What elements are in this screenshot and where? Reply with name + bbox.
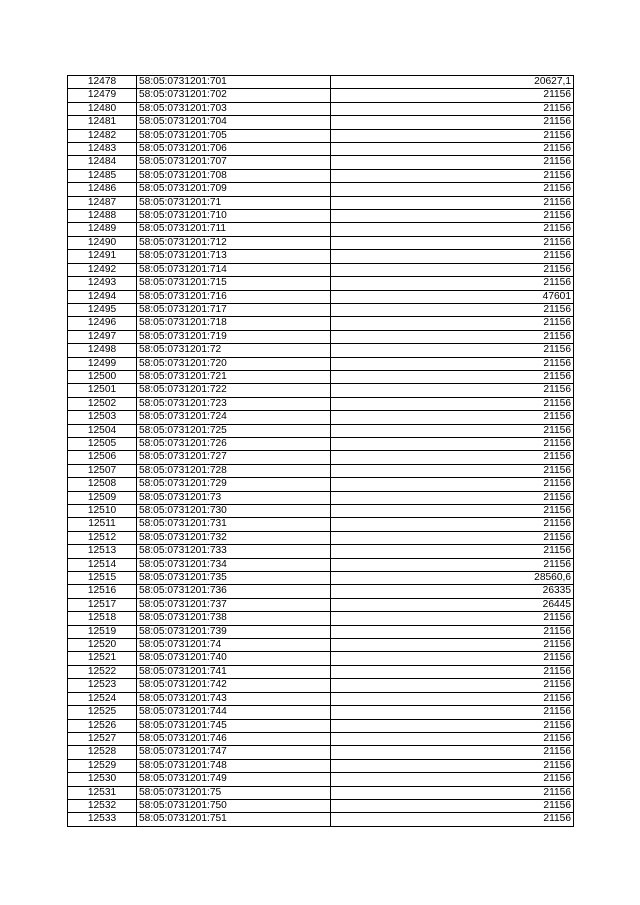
row-number-cell: 12515 (68, 572, 137, 585)
row-number-cell: 12518 (68, 612, 137, 625)
value-cell: 21156 (331, 505, 574, 518)
row-number-cell: 12524 (68, 692, 137, 705)
table-row (68, 505, 574, 518)
table-row (68, 370, 574, 383)
row-number-cell: 12489 (68, 223, 137, 236)
value-cell: 26445 (331, 598, 574, 611)
table-row (68, 143, 574, 156)
row-number-cell: 12513 (68, 545, 137, 558)
table-row (68, 89, 574, 102)
table-row (68, 746, 574, 759)
table-row (68, 625, 574, 638)
value-cell: 21156 (331, 236, 574, 249)
row-number-cell: 12509 (68, 491, 137, 504)
value-cell: 26335 (331, 585, 574, 598)
table-row (68, 344, 574, 357)
cadastral-number-cell: 58:05:0731201:716 (137, 290, 331, 303)
table-row (68, 639, 574, 652)
cadastral-number-cell: 58:05:0731201:708 (137, 169, 331, 182)
cadastral-number-cell: 58:05:0731201:718 (137, 317, 331, 330)
row-number-cell: 12510 (68, 505, 137, 518)
cadastral-value-table (67, 75, 574, 827)
cadastral-number-cell: 58:05:0731201:729 (137, 478, 331, 491)
table-row (68, 411, 574, 424)
value-cell: 21156 (331, 813, 574, 826)
table-row (68, 813, 574, 826)
cadastral-number-cell: 58:05:0731201:707 (137, 156, 331, 169)
table-row (68, 464, 574, 477)
row-number-cell: 12512 (68, 531, 137, 544)
row-number-cell: 12494 (68, 290, 137, 303)
cadastral-number-cell: 58:05:0731201:730 (137, 505, 331, 518)
table-row (68, 706, 574, 719)
table-row (68, 183, 574, 196)
table-row (68, 773, 574, 786)
row-number-cell: 12516 (68, 585, 137, 598)
table-row (68, 531, 574, 544)
cadastral-number-cell: 58:05:0731201:709 (137, 183, 331, 196)
value-cell: 21156 (331, 384, 574, 397)
row-number-cell: 12519 (68, 625, 137, 638)
cadastral-number-cell: 58:05:0731201:747 (137, 746, 331, 759)
row-number-cell: 12496 (68, 317, 137, 330)
table-row (68, 451, 574, 464)
cadastral-number-cell: 58:05:0731201:746 (137, 732, 331, 745)
table-row (68, 585, 574, 598)
table-row (68, 732, 574, 745)
row-number-cell: 12490 (68, 236, 137, 249)
value-cell: 21156 (331, 263, 574, 276)
value-cell: 21156 (331, 719, 574, 732)
row-number-cell: 12506 (68, 451, 137, 464)
cadastral-number-cell: 58:05:0731201:743 (137, 692, 331, 705)
cadastral-number-cell: 58:05:0731201:722 (137, 384, 331, 397)
value-cell: 21156 (331, 250, 574, 263)
value-cell: 21156 (331, 612, 574, 625)
table-row (68, 612, 574, 625)
row-number-cell: 12479 (68, 89, 137, 102)
table-row (68, 665, 574, 678)
value-cell: 21156 (331, 129, 574, 142)
cadastral-number-cell: 58:05:0731201:723 (137, 397, 331, 410)
value-cell: 21156 (331, 558, 574, 571)
value-cell: 21156 (331, 786, 574, 799)
row-number-cell: 12504 (68, 424, 137, 437)
cadastral-number-cell: 58:05:0731201:744 (137, 706, 331, 719)
table-row (68, 759, 574, 772)
cadastral-number-cell: 58:05:0731201:72 (137, 344, 331, 357)
table-row (68, 384, 574, 397)
value-cell: 21156 (331, 706, 574, 719)
row-number-cell: 12528 (68, 746, 137, 759)
value-cell: 21156 (331, 344, 574, 357)
cadastral-number-cell: 58:05:0731201:725 (137, 424, 331, 437)
table-row (68, 330, 574, 343)
cadastral-number-cell: 58:05:0731201:73 (137, 491, 331, 504)
table-row (68, 558, 574, 571)
table-row (68, 236, 574, 249)
value-cell: 21156 (331, 317, 574, 330)
table-row (68, 545, 574, 558)
value-cell: 21156 (331, 665, 574, 678)
value-cell: 21156 (331, 464, 574, 477)
value-cell: 21156 (331, 169, 574, 182)
row-number-cell: 12505 (68, 437, 137, 450)
cadastral-number-cell: 58:05:0731201:736 (137, 585, 331, 598)
table-row (68, 652, 574, 665)
value-cell: 21156 (331, 799, 574, 812)
table-row (68, 250, 574, 263)
cadastral-number-cell: 58:05:0731201:706 (137, 143, 331, 156)
cadastral-number-cell: 58:05:0731201:741 (137, 665, 331, 678)
value-cell: 21156 (331, 437, 574, 450)
value-cell: 21156 (331, 545, 574, 558)
row-number-cell: 12498 (68, 344, 137, 357)
cadastral-number-cell: 58:05:0731201:715 (137, 277, 331, 290)
value-cell: 21156 (331, 330, 574, 343)
value-cell: 21156 (331, 397, 574, 410)
row-number-cell: 12529 (68, 759, 137, 772)
cadastral-number-cell: 58:05:0731201:719 (137, 330, 331, 343)
table-row (68, 223, 574, 236)
value-cell: 21156 (331, 451, 574, 464)
cadastral-number-cell: 58:05:0731201:733 (137, 545, 331, 558)
value-cell: 21156 (331, 411, 574, 424)
value-cell: 21156 (331, 692, 574, 705)
value-cell: 21156 (331, 116, 574, 129)
table-row (68, 692, 574, 705)
cadastral-number-cell: 58:05:0731201:726 (137, 437, 331, 450)
cadastral-number-cell: 58:05:0731201:750 (137, 799, 331, 812)
cadastral-number-cell: 58:05:0731201:713 (137, 250, 331, 263)
cadastral-number-cell: 58:05:0731201:728 (137, 464, 331, 477)
cadastral-number-cell: 58:05:0731201:714 (137, 263, 331, 276)
value-cell: 21156 (331, 223, 574, 236)
row-number-cell: 12520 (68, 639, 137, 652)
row-number-cell: 12525 (68, 706, 137, 719)
cadastral-number-cell: 58:05:0731201:745 (137, 719, 331, 732)
table-row (68, 357, 574, 370)
cadastral-number-cell: 58:05:0731201:711 (137, 223, 331, 236)
row-number-cell: 12493 (68, 277, 137, 290)
table-row (68, 478, 574, 491)
value-cell: 21156 (331, 773, 574, 786)
row-number-cell: 12527 (68, 732, 137, 745)
row-number-cell: 12517 (68, 598, 137, 611)
value-cell: 21156 (331, 143, 574, 156)
row-number-cell: 12522 (68, 665, 137, 678)
cadastral-number-cell: 58:05:0731201:712 (137, 236, 331, 249)
row-number-cell: 12492 (68, 263, 137, 276)
row-number-cell: 12502 (68, 397, 137, 410)
cadastral-number-cell: 58:05:0731201:703 (137, 102, 331, 115)
row-number-cell: 12499 (68, 357, 137, 370)
table-row (68, 397, 574, 410)
table-row (68, 424, 574, 437)
value-cell: 21156 (331, 625, 574, 638)
cadastral-number-cell: 58:05:0731201:721 (137, 370, 331, 383)
row-number-cell: 12530 (68, 773, 137, 786)
table-row (68, 277, 574, 290)
cadastral-number-cell: 58:05:0731201:732 (137, 531, 331, 544)
table-row (68, 572, 574, 585)
value-cell: 21156 (331, 478, 574, 491)
value-cell: 21156 (331, 759, 574, 772)
value-cell: 21156 (331, 531, 574, 544)
table-row (68, 799, 574, 812)
table-row (68, 598, 574, 611)
table-row (68, 196, 574, 209)
cadastral-number-cell: 58:05:0731201:742 (137, 679, 331, 692)
row-number-cell: 12533 (68, 813, 137, 826)
row-number-cell: 12480 (68, 102, 137, 115)
row-number-cell: 12488 (68, 210, 137, 223)
cadastral-number-cell: 58:05:0731201:731 (137, 518, 331, 531)
row-number-cell: 12497 (68, 330, 137, 343)
value-cell: 21156 (331, 156, 574, 169)
value-cell: 21156 (331, 746, 574, 759)
cadastral-number-cell: 58:05:0731201:705 (137, 129, 331, 142)
cadastral-number-cell: 58:05:0731201:727 (137, 451, 331, 464)
cadastral-number-cell: 58:05:0731201:735 (137, 572, 331, 585)
row-number-cell: 12485 (68, 169, 137, 182)
row-number-cell: 12491 (68, 250, 137, 263)
value-cell: 21156 (331, 210, 574, 223)
value-cell: 21156 (331, 183, 574, 196)
table-row (68, 290, 574, 303)
cadastral-number-cell: 58:05:0731201:710 (137, 210, 331, 223)
cadastral-number-cell: 58:05:0731201:74 (137, 639, 331, 652)
row-number-cell: 12484 (68, 156, 137, 169)
row-number-cell: 12507 (68, 464, 137, 477)
cadastral-number-cell: 58:05:0731201:738 (137, 612, 331, 625)
value-cell: 21156 (331, 303, 574, 316)
cadastral-number-cell: 58:05:0731201:75 (137, 786, 331, 799)
table-row (68, 786, 574, 799)
cadastral-number-cell: 58:05:0731201:71 (137, 196, 331, 209)
value-cell: 21156 (331, 277, 574, 290)
table-row (68, 303, 574, 316)
value-cell: 21156 (331, 370, 574, 383)
table-row (68, 116, 574, 129)
value-cell: 21156 (331, 679, 574, 692)
cadastral-number-cell: 58:05:0731201:717 (137, 303, 331, 316)
row-number-cell: 12526 (68, 719, 137, 732)
row-number-cell: 12486 (68, 183, 137, 196)
cadastral-number-cell: 58:05:0731201:702 (137, 89, 331, 102)
value-cell: 21156 (331, 491, 574, 504)
row-number-cell: 12481 (68, 116, 137, 129)
row-number-cell: 12500 (68, 370, 137, 383)
value-cell: 21156 (331, 196, 574, 209)
value-cell: 21156 (331, 424, 574, 437)
table-row (68, 491, 574, 504)
value-cell: 28560,6 (331, 572, 574, 585)
value-cell: 21156 (331, 652, 574, 665)
table-row (68, 437, 574, 450)
table-row (68, 76, 574, 89)
cadastral-number-cell: 58:05:0731201:734 (137, 558, 331, 571)
table-row (68, 156, 574, 169)
row-number-cell: 12523 (68, 679, 137, 692)
value-cell: 21156 (331, 639, 574, 652)
cadastral-number-cell: 58:05:0731201:751 (137, 813, 331, 826)
value-cell: 21156 (331, 518, 574, 531)
value-cell: 21156 (331, 102, 574, 115)
cadastral-number-cell: 58:05:0731201:737 (137, 598, 331, 611)
row-number-cell: 12531 (68, 786, 137, 799)
row-number-cell: 12503 (68, 411, 137, 424)
row-number-cell: 12511 (68, 518, 137, 531)
row-number-cell: 12532 (68, 799, 137, 812)
value-cell: 21156 (331, 89, 574, 102)
value-cell: 21156 (331, 357, 574, 370)
row-number-cell: 12487 (68, 196, 137, 209)
cadastral-number-cell: 58:05:0731201:748 (137, 759, 331, 772)
row-number-cell: 12501 (68, 384, 137, 397)
cadastral-number-cell: 58:05:0731201:749 (137, 773, 331, 786)
table-body (68, 76, 574, 827)
value-cell: 21156 (331, 732, 574, 745)
table-row (68, 518, 574, 531)
value-cell: 47601 (331, 290, 574, 303)
cadastral-number-cell: 58:05:0731201:724 (137, 411, 331, 424)
cadastral-number-cell: 58:05:0731201:720 (137, 357, 331, 370)
table-row (68, 129, 574, 142)
table-row (68, 317, 574, 330)
cadastral-number-cell: 58:05:0731201:739 (137, 625, 331, 638)
table-row (68, 102, 574, 115)
row-number-cell: 12478 (68, 76, 137, 89)
row-number-cell: 12508 (68, 478, 137, 491)
row-number-cell: 12521 (68, 652, 137, 665)
row-number-cell: 12514 (68, 558, 137, 571)
row-number-cell: 12482 (68, 129, 137, 142)
cadastral-number-cell: 58:05:0731201:704 (137, 116, 331, 129)
table-row (68, 719, 574, 732)
table-row (68, 679, 574, 692)
cadastral-number-cell: 58:05:0731201:701 (137, 76, 331, 89)
row-number-cell: 12495 (68, 303, 137, 316)
row-number-cell: 12483 (68, 143, 137, 156)
table-row (68, 210, 574, 223)
value-cell: 20627,1 (331, 76, 574, 89)
table-row (68, 169, 574, 182)
cadastral-number-cell: 58:05:0731201:740 (137, 652, 331, 665)
table-row (68, 263, 574, 276)
